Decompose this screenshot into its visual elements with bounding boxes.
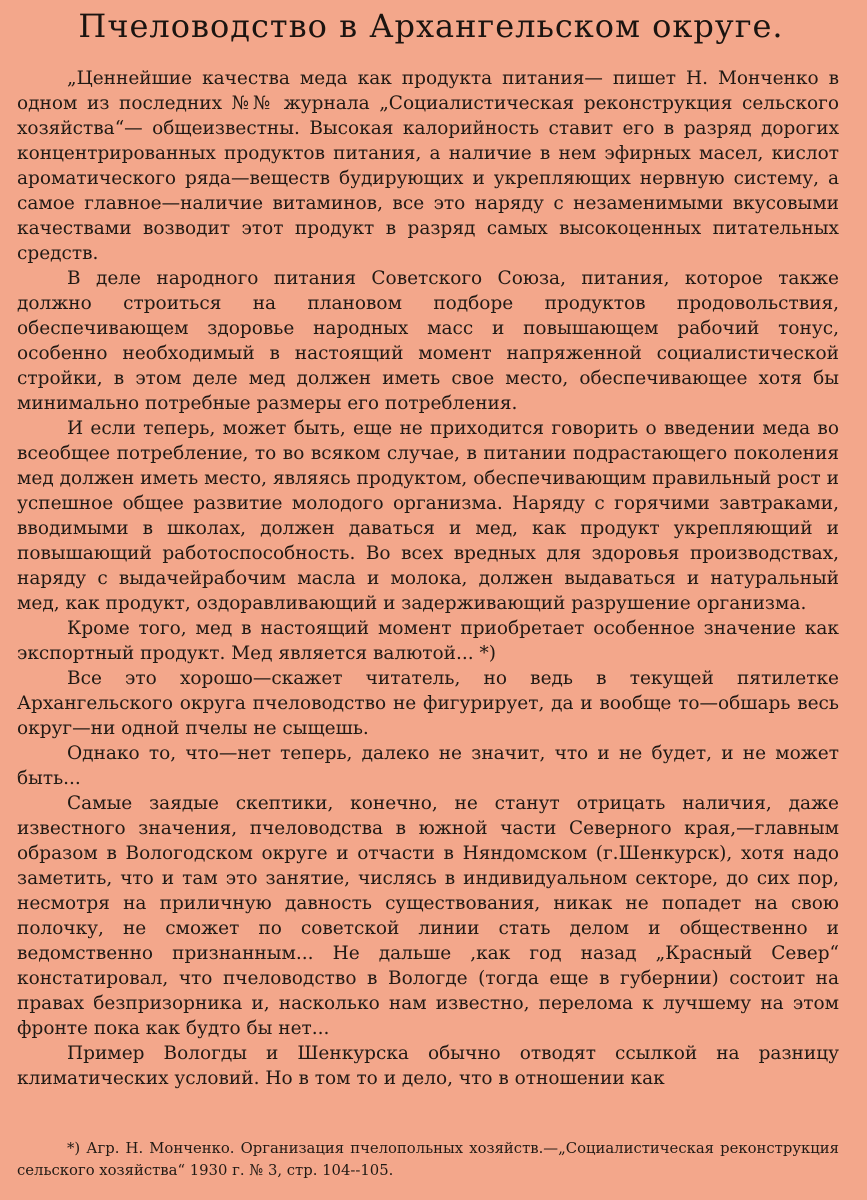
paragraph: Однако то, что—нет теперь, далеко не значит, что и не будет, и не может быть...: [17, 743, 839, 789]
paragraph: И если теперь, может быть, еще не приходится говорить о введении меда во всеобщее потребление, то во всяком случае, в питании подрастающего поколения мед должен иметь место, являясь продуктом, обеспечивающим правильный рост и успешное общее развитие молодого организма. Наряду с горячими завтраками, вводимыми в школах, должен даваться и мед, как продукт укрепляющий и повышающий работоспособность. Во всех вредных для здоровья производствах, наряду с выдачейрабочим масла и молока, должен выдаваться и натуральный мед, как продукт, оздоравливающий и задерживающий разрушение организма.: [17, 418, 839, 614]
paragraph: Самые заядые скептики, конечно, не станут отрицать наличия, даже известного значения, пчеловодства в южной части Северного края,—главным образом в Вологодском округе и отчасти в Няндомском (г.Шенкурск), хотя надо заметить, что и там это занятие, числясь в индивидуальном секторе, до сих пор, несмотря на приличную давность существования, никак не попадет на свою полочку, не сможет по советской линии стать делом и общественно и ведомственно признанным... Не дальше ,как год назад „Красный Север“ констатировал, что пчеловодство в Вологде (тогда еще в губернии) состоит на правах безпризорника и, насколько нам известно, перелома к лучшему на этом фронте пока как будто бы нет...: [17, 793, 839, 1039]
paragraph: Все это хорошо—скажет читатель, но ведь в текущей пятилетке Архангельского округа пчеловодство не фигурирует, да и вообще то—обшарь весь округ—ни одной пчелы не сыщешь.: [17, 668, 839, 739]
paragraph: В деле народного питания Советского Союза, питания, которое также должно строиться на плановом подборе продуктов продовольствия, обеспечивающем здоровье народных масс и повышающем рабочий тонус, особенно необходимый в настоящий момент напряженной социалистической стройки, в этом деле мед должен иметь свое место, обеспечивающее хотя бы минимально потребные размеры его потребления.: [17, 268, 839, 414]
paragraph: Пример Вологды и Шенкурска обычно отводят ссылкой на разницу климатических условий. Но в том то и дело, что в отношении как: [17, 1043, 839, 1089]
article-title: Пчеловодство в Архангельском округе.: [78, 7, 784, 45]
article-body: [17, 66, 839, 1091]
paragraph: „Ценнейшие качества меда как продукта питания— пишет Н. Монченко в одном из последних №№ журнала „Социалистическая реконструкция сельского хозяйства“— общеизвестны. Высокая калорийность ставит его в разряд дорогих концентрированных продуктов питания, а наличие в нем эфирных масел, кислот ароматического ряда—веществ будирующих и укрепляющих нервную систему, а самое главное—наличие витаминов, все это наряду с незаменимыми вкусовыми качествами возводит этот продукт в разряд самых высокоценных питательных средств.: [17, 68, 839, 264]
paragraph: Кроме того, мед в настоящий момент приобретает особенное значение как экспортный продукт. Мед является валютой... *): [17, 618, 839, 664]
footnote: [17, 1138, 839, 1182]
footnote-text: *) Агр. Н. Монченко. Организация пчелопольных хозяйств.—„Социалистическая реконструкция сельского хозяйства“ 1930 г. № 3, стр. 104--105.: [17, 1140, 839, 1179]
